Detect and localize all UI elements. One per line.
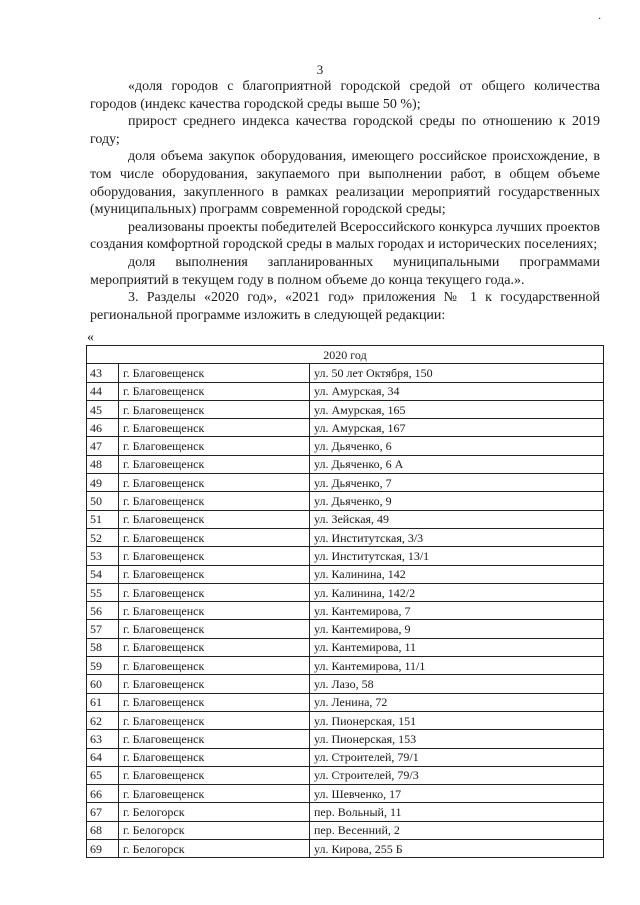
row-address: ул. Кантемирова, 11 [310,638,604,656]
row-number: 55 [87,583,119,601]
row-city: г. Благовещенск [119,419,310,437]
row-city: г. Благовещенск [119,437,310,455]
row-city: г. Благовещенск [119,364,310,382]
row-number: 51 [87,510,119,528]
row-number: 44 [87,382,119,400]
row-city: г. Благовещенск [119,730,310,748]
row-city: г. Благовещенск [119,528,310,546]
row-city: г. Благовещенск [119,675,310,693]
row-city: г. Благовещенск [119,474,310,492]
row-address: ул. Дьяченко, 6 А [310,455,604,473]
table-row [87,693,604,711]
row-address: ул. Амурская, 165 [310,400,604,418]
table-row [87,711,604,729]
row-city: г. Благовещенск [119,748,310,766]
row-address: ул. Шевченко, 17 [310,785,604,803]
open-quote: « [87,330,94,345]
table-row [87,437,604,455]
row-address: ул. Амурская, 167 [310,419,604,437]
table-section-row [87,346,604,364]
table-row [87,730,604,748]
row-number: 69 [87,840,119,858]
paragraph: доля объема закупок оборудования, имеющего российское происхождение, в том числе оборудования, закупаемого при выполнении работ, в общем объеме оборудования, закупленного в рамках реализации мероприятий государственных (муниципальных) программ современной городской среды; [90,149,600,218]
table-row [87,492,604,510]
row-number: 68 [87,821,119,839]
row-city: г. Благовещенск [119,620,310,638]
corner-mark: · [598,14,602,25]
row-number: 60 [87,675,119,693]
table-row [87,675,604,693]
table-row [87,803,604,821]
row-address: ул. Кантемирова, 7 [310,602,604,620]
row-city: г. Белогорск [119,821,310,839]
address-table [86,345,604,858]
table-row [87,382,604,400]
paragraph: «доля городов с благоприятной городской средой от общего количества городов (индекс качества городской среды выше 50 %); [90,79,600,112]
row-number: 57 [87,620,119,638]
table-row [87,474,604,492]
row-address: ул. Зейская, 49 [310,510,604,528]
paragraph: доля выполнения запланированных муниципальными программами мероприятий в текущем году в полном объеме до конца текущего года.». [90,254,600,288]
row-number: 53 [87,547,119,565]
row-city: г. Благовещенск [119,382,310,400]
row-city: г. Благовещенск [119,583,310,601]
row-address: ул. Дьяченко, 9 [310,492,604,510]
table-row [87,785,604,803]
row-address: ул. Калинина, 142/2 [310,583,604,601]
paragraph: 3. Разделы «2020 год», «2021 год» приложения № 1 к государственной региональной программе изложить в следующей редакции: [90,290,600,323]
row-city: г. Белогорск [119,803,310,821]
row-address: ул. Калинина, 142 [310,565,604,583]
row-number: 49 [87,474,119,492]
row-address: ул. Кантемирова, 11/1 [310,657,604,675]
row-address: ул. Институтская, 13/1 [310,547,604,565]
row-number: 63 [87,730,119,748]
row-number: 46 [87,419,119,437]
row-number: 56 [87,602,119,620]
row-address: ул. Дьяченко, 7 [310,474,604,492]
table-row [87,565,604,583]
row-city: г. Благовещенск [119,638,310,656]
row-address: ул. Ленина, 72 [310,693,604,711]
row-number: 67 [87,803,119,821]
row-address: ул. Строителей, 79/1 [310,748,604,766]
table-row [87,840,604,858]
row-number: 54 [87,565,119,583]
row-city: г. Благовещенск [119,510,310,528]
row-number: 66 [87,785,119,803]
row-city: г. Благовещенск [119,711,310,729]
row-city: г. Благовещенск [119,785,310,803]
row-city: г. Благовещенск [119,693,310,711]
table-row [87,528,604,546]
page-number: 3 [316,62,324,77]
row-address: ул. Кантемирова, 9 [310,620,604,638]
row-address: пер. Вольный, 11 [310,803,604,821]
row-number: 64 [87,748,119,766]
row-city: г. Благовещенск [119,455,310,473]
row-city: г. Благовещенск [119,766,310,784]
paragraph: прирост среднего индекса качества городской среды по отношению к 2019 году; [90,114,600,147]
row-city: г. Белогорск [119,840,310,858]
row-number: 50 [87,492,119,510]
row-address: ул. Кирова, 255 Б [310,840,604,858]
table-row [87,455,604,473]
row-address: ул. 50 лет Октября, 150 [310,364,604,382]
row-address: ул. Амурская, 34 [310,382,604,400]
table-row [87,602,604,620]
row-number: 43 [87,364,119,382]
row-city: г. Благовещенск [119,657,310,675]
row-city: г. Благовещенск [119,547,310,565]
table-row [87,821,604,839]
section-title: 2020 год [87,346,604,364]
row-number: 58 [87,638,119,656]
table-row [87,657,604,675]
table-row [87,638,604,656]
table-row [87,419,604,437]
row-number: 48 [87,455,119,473]
row-address: ул. Строителей, 79/3 [310,766,604,784]
table-row [87,510,604,528]
table-row [87,583,604,601]
row-number: 62 [87,711,119,729]
body-text [90,78,600,324]
row-number: 52 [87,528,119,546]
row-number: 45 [87,400,119,418]
row-address: ул. Пионерская, 151 [310,711,604,729]
table-row [87,400,604,418]
table-row [87,364,604,382]
table-row [87,748,604,766]
row-number: 47 [87,437,119,455]
table-row [87,547,604,565]
row-address: ул. Институтская, 3/3 [310,528,604,546]
row-address: пер. Весенний, 2 [310,821,604,839]
paragraph: реализованы проекты победителей Всероссийского конкурса лучших проектов создания комфортной городской среды в малых городах и исторических поселениях; [90,219,600,253]
row-address: ул. Дьяченко, 6 [310,437,604,455]
row-number: 59 [87,657,119,675]
table-row [87,620,604,638]
row-number: 65 [87,766,119,784]
row-city: г. Благовещенск [119,400,310,418]
row-city: г. Благовещенск [119,492,310,510]
table-row [87,766,604,784]
row-city: г. Благовещенск [119,565,310,583]
row-address: ул. Пионерская, 153 [310,730,604,748]
row-number: 61 [87,693,119,711]
row-city: г. Благовещенск [119,602,310,620]
row-address: ул. Лазо, 58 [310,675,604,693]
